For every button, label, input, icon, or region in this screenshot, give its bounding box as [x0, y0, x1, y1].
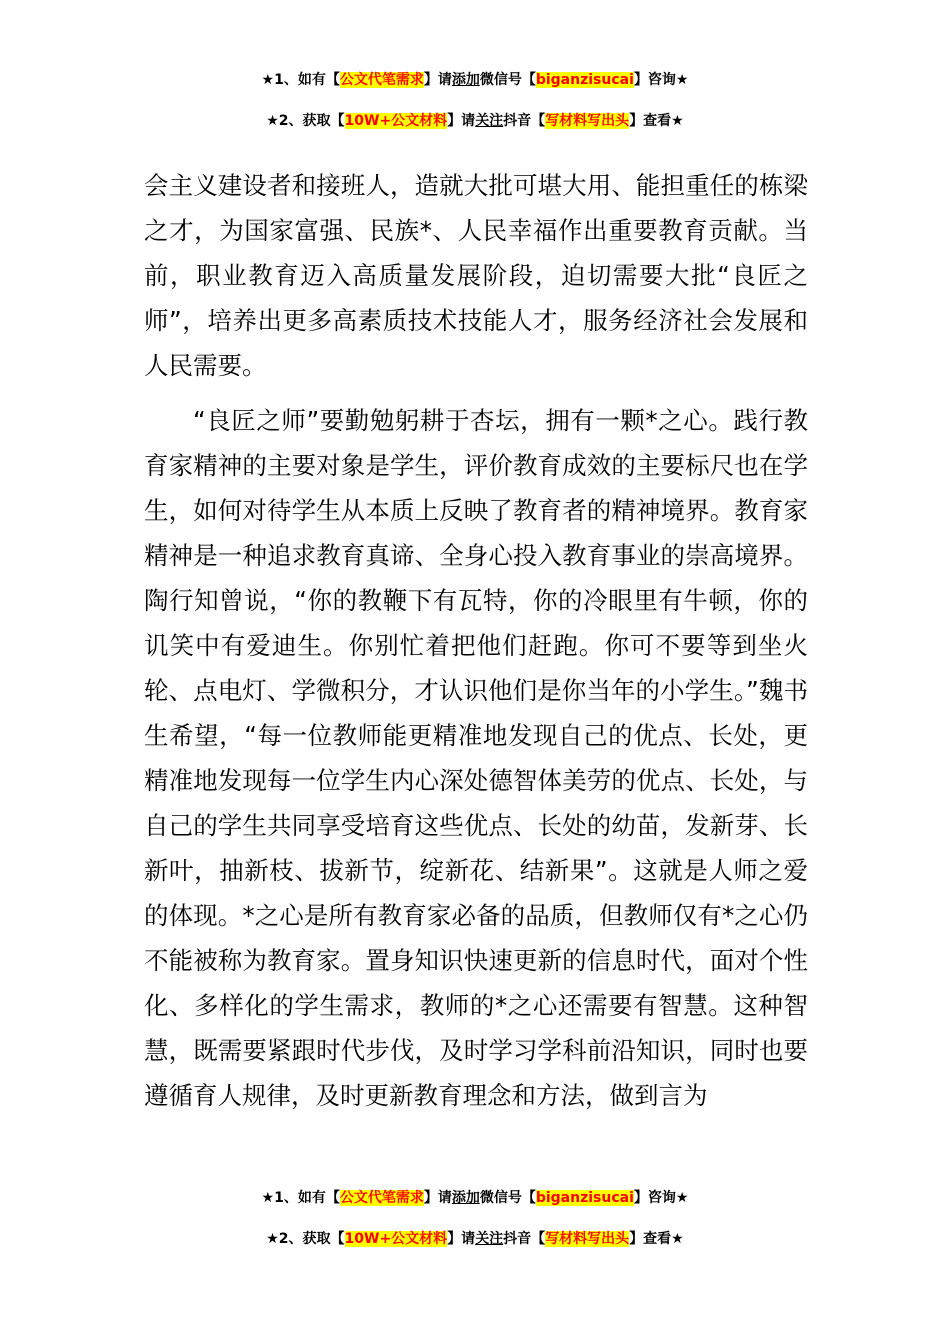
- banner-underline: 关注: [475, 1231, 504, 1247]
- banner-text: 抖音【: [503, 113, 546, 129]
- banner-highlight: biganzisucai: [535, 1190, 634, 1206]
- banner-text: 】请: [447, 1231, 476, 1247]
- banner-highlight: 公文代笔需求: [339, 72, 424, 88]
- banner-highlight: 10W+公文材料: [344, 113, 448, 129]
- banner-highlight: 写材料写出头: [545, 113, 630, 129]
- banner-underline: 添加: [451, 72, 480, 88]
- banner-text: 】请: [423, 1190, 452, 1206]
- banner-text: 】请: [447, 113, 476, 129]
- banner-underline: 添加: [451, 1190, 480, 1206]
- bottom-banner-line-1: [0, 1188, 950, 1208]
- banner-highlight: 公文代笔需求: [339, 1190, 424, 1206]
- banner-text: ★2、获取【: [266, 1231, 345, 1247]
- body-paragraph-1: 会主义建设者和接班人，造就大批可堪大用、能担重任的栋梁之才，为国家富强、民族*、人民幸福作出重要教育贡献。当前，职业教育迈入高质量发展阶段，迫切需要大批“良匠之师”，培养出更多高素质技术技能人才，服务经济社会发展和人民需要。: [144, 171, 808, 380]
- top-banner-line-1: [0, 70, 950, 90]
- banner-text: 微信号【: [479, 72, 536, 88]
- banner-text: 】咨询★: [633, 1190, 689, 1206]
- banner-highlight: 写材料写出头: [545, 1231, 630, 1247]
- document-body: [144, 163, 808, 1118]
- banner-text: 抖音【: [503, 1231, 546, 1247]
- banner-text: ★1、如有【: [261, 1190, 340, 1206]
- banner-highlight: biganzisucai: [535, 72, 634, 88]
- banner-highlight: 10W+公文材料: [344, 1231, 448, 1247]
- banner-text: 】查看★: [629, 1231, 684, 1247]
- banner-underline: 关注: [475, 113, 504, 129]
- body-paragraph-2: “良匠之师”要勤勉躬耕于杏坛，拥有一颗*之心。践行教育家精神的主要对象是学生，评价教育成效的主要标尺也在学生，如何对待学生从本质上反映了教育者的精神境界。教育家精神是一种追求教育真谛、全身心投入教育事业的崇高境界。陶行知曾说，“你的教鞭下有瓦特，你的冷眼里有牛顿，你的讥笑中有爱迪生。你别忙着把他们赶跑。你可不要等到坐火轮、点电灯、学微积分，才认识他们是你当年的小学生。”魏书生希望，“每一位教师能更精准地发现自己的优点、长处，更精准地发现每一位学生内心深处德智体美劳的优点、长处，与自己的学生共同享受培育这些优点、长处的幼苗，发新芽、长新叶，抽新枝、拔新节，绽新花、结新果”。这就是人师之爱的体现。*之心是所有教育家必备的品质，但教师仅有*之心仍不能被称为教育家。置身知识快速更新的信息时代，面对个性化、多样化的学生需求，教师的*之心还需要有智慧。这种智慧，既需要紧跟时代步伐，及时学习学科前沿知识，同时也要遵循育人规律，及时更新教育理念和方法，做到言为: [144, 406, 808, 1110]
- banner-text: 】查看★: [629, 113, 684, 129]
- banner-text: ★1、如有【: [261, 72, 340, 88]
- banner-text: ★2、获取【: [266, 113, 345, 129]
- bottom-banner-line-2: [0, 1229, 950, 1249]
- banner-text: 微信号【: [479, 1190, 536, 1206]
- banner-text: 】请: [423, 72, 452, 88]
- top-banner-line-2: [0, 111, 950, 131]
- banner-text: 】咨询★: [633, 72, 689, 88]
